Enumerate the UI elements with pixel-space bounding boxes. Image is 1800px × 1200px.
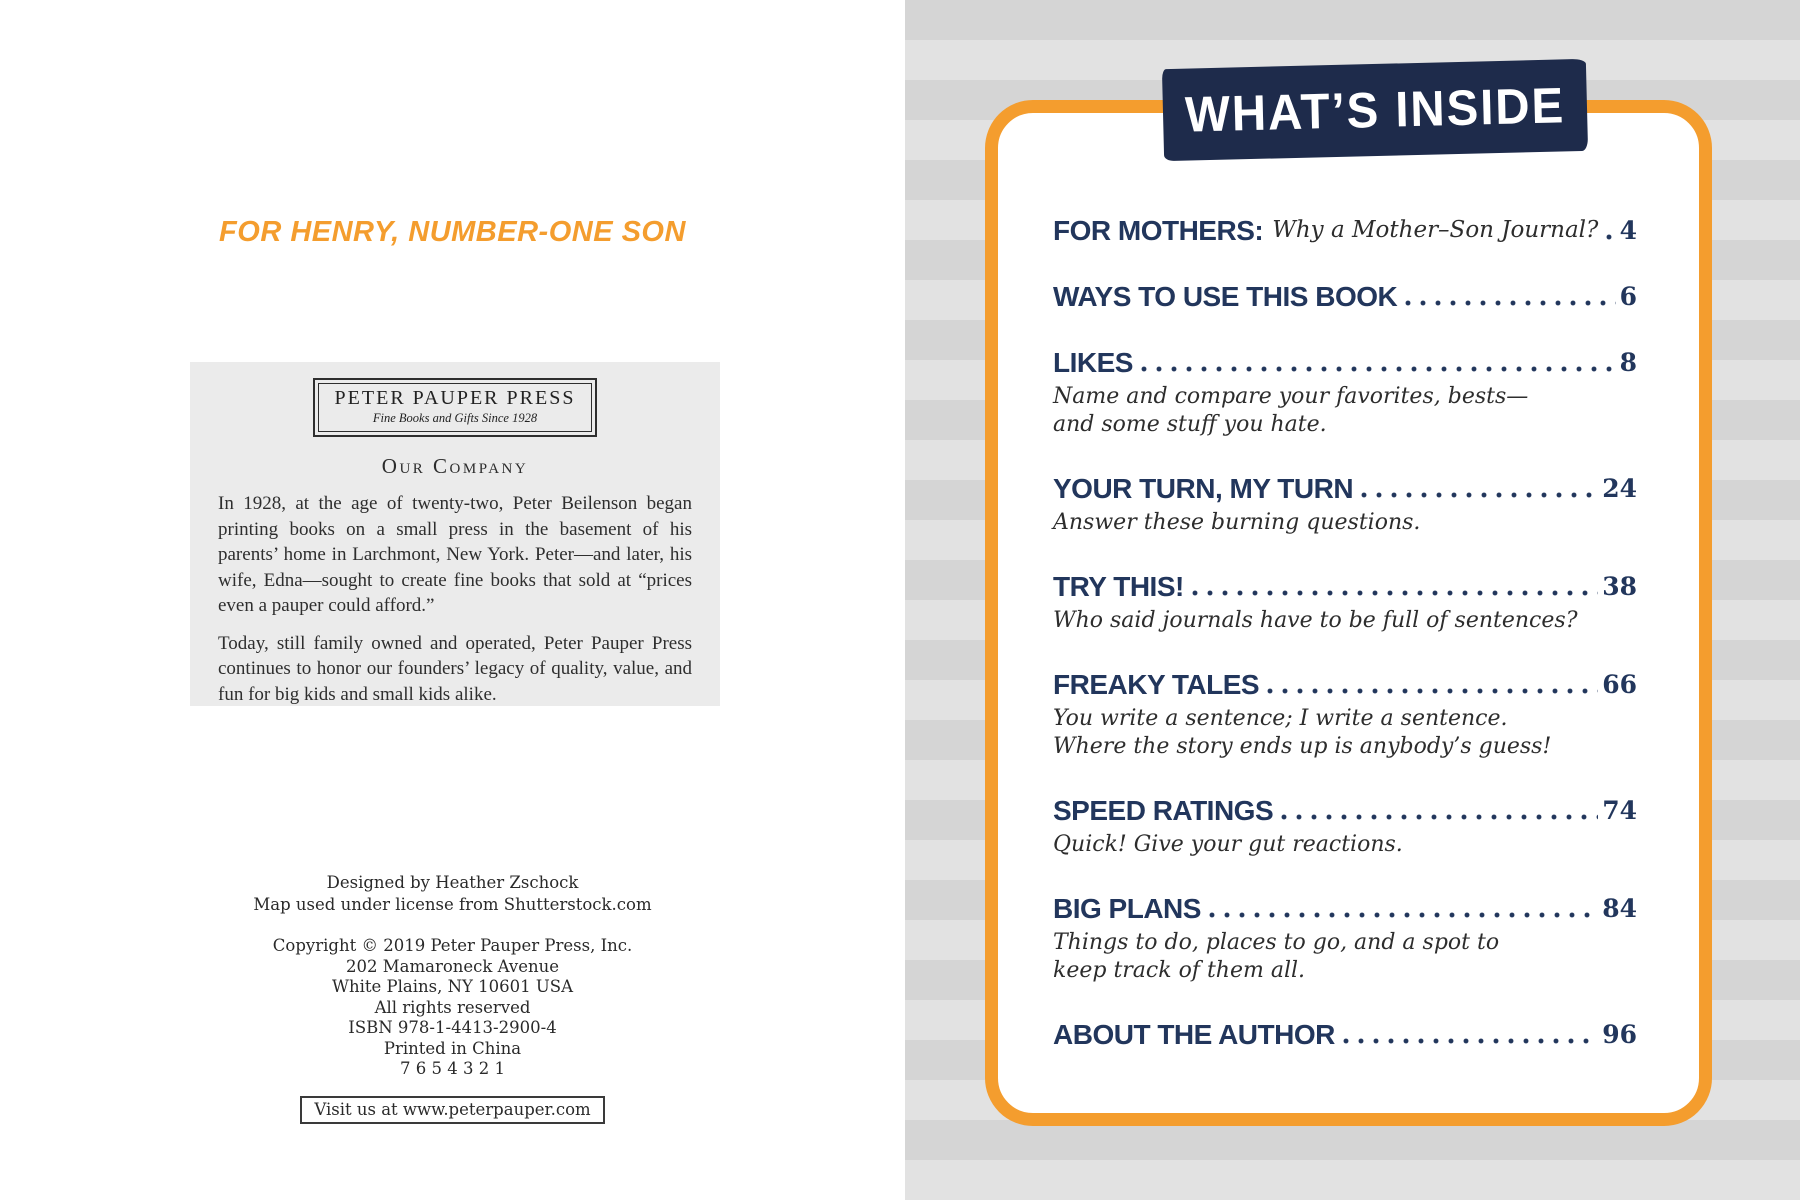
toc-page-number: 84 <box>1602 894 1637 923</box>
toc-entry <box>1053 207 1637 247</box>
whats-inside-banner <box>1162 59 1588 161</box>
dot-leader <box>1188 563 1598 596</box>
toc-entry-label: FOR MOTHERS: <box>1053 215 1264 246</box>
publisher-name: PETER PAUPER PRESS <box>334 387 576 409</box>
toc-page-number: 96 <box>1602 1020 1637 1049</box>
toc-entry-description: Name and compare your favorites, bests— <box>1053 384 1529 409</box>
toc-entry-description: Where the story ends up is anybody’s guess! <box>1053 734 1552 759</box>
toc-entry-label: BIG PLANS <box>1053 893 1201 924</box>
publisher-tagline: Fine Books and Gifts Since 1928 <box>372 411 538 425</box>
toc-page-number: 66 <box>1602 670 1637 699</box>
company-paragraph-2: Today, still family owned and operated, Peter Pauper Press continues to honor our founders’ legacy of quality, value, and fun for big kids and small kids alike. <box>218 632 692 705</box>
toc-entry-description: You write a sentence; I write a sentence. <box>1053 706 1508 731</box>
copyright-block <box>0 936 905 1080</box>
contents-card <box>985 100 1712 1126</box>
toc-entry-subtitle-inline: Why a Mother–Son Journal? <box>1272 217 1599 243</box>
toc-entry <box>1053 1011 1637 1051</box>
toc-entry-description: and some stuff you hate. <box>1053 412 1327 437</box>
company-info-box <box>190 362 720 706</box>
dot-leader <box>1263 661 1598 694</box>
credit-designer: Designed by Heather Zschock <box>326 873 579 892</box>
toc-entry <box>1053 885 1637 985</box>
copyright-line: Copyright © 2019 Peter Pauper Press, Inc. <box>272 936 633 955</box>
toc-entry <box>1053 339 1637 439</box>
dot-leader <box>1137 339 1616 372</box>
toc-entry-description: Quick! Give your gut reactions. <box>1053 832 1403 857</box>
toc-page-number: 6 <box>1619 282 1637 311</box>
toc-entry <box>1053 563 1637 635</box>
toc-entry-label: WAYS TO USE THIS BOOK <box>1053 281 1398 312</box>
rights-line: All rights reserved <box>374 997 531 1017</box>
toc-entry-label: TRY THIS! <box>1053 571 1184 602</box>
toc-entry-description: Answer these burning questions. <box>1053 510 1421 535</box>
toc-page-number: 8 <box>1619 348 1637 377</box>
toc-entry <box>1053 465 1637 537</box>
dot-leader <box>1205 885 1598 918</box>
toc-entry-label: ABOUT THE AUTHOR <box>1053 1019 1335 1050</box>
company-section-heading: Our Company <box>381 454 529 478</box>
toc-entry-description: Things to do, places to go, and a spot to <box>1053 930 1500 955</box>
table-of-contents <box>998 113 1699 1077</box>
toc-page-number: 24 <box>1602 474 1637 503</box>
dot-leader <box>1401 273 1615 306</box>
credit-map-license: Map used under license from Shutterstock.com <box>253 895 652 914</box>
toc-page-number: 4 <box>1619 216 1637 245</box>
publisher-logo-badge <box>313 378 598 437</box>
publisher-logo-frame <box>318 383 593 432</box>
toc-entry-label: LIKES <box>1053 347 1133 378</box>
website-box-wrap <box>0 1096 905 1124</box>
address-line-2: White Plains, NY 10601 USA <box>331 977 573 996</box>
toc-entry-description: keep track of them all. <box>1053 958 1306 983</box>
dot-leader <box>1602 207 1615 240</box>
company-paragraph-1: In 1928, at the age of twenty-two, Peter Beilenson began printing books on a small press in the basement of his parents’ home in Larchmont, New York. Peter—and later, his wife, Edna—sought to create fine books that sold at “prices even a pauper could afford.” <box>218 493 692 616</box>
toc-entry <box>1053 273 1637 313</box>
isbn-line: ISBN 978-1-4413-2900-4 <box>348 1018 557 1037</box>
website-box: Visit us at www.peterpauper.com <box>300 1096 604 1124</box>
toc-entry-description: Who said journals have to be full of sentences? <box>1053 608 1578 633</box>
toc-entry <box>1053 787 1637 859</box>
toc-entry-label: YOUR TURN, MY TURN <box>1053 473 1354 504</box>
toc-page-number: 74 <box>1602 796 1637 825</box>
toc-entry-label: SPEED RATINGS <box>1053 795 1274 826</box>
dot-leader <box>1339 1011 1598 1044</box>
dot-leader <box>1277 787 1598 820</box>
right-page <box>905 0 1800 1200</box>
dot-leader <box>1357 465 1598 498</box>
address-line-1: 202 Mamaroneck Avenue <box>345 956 559 976</box>
page-title: WHAT’S INSIDE <box>1184 77 1566 143</box>
toc-page-number: 38 <box>1602 572 1637 601</box>
toc-entry-label: FREAKY TALES <box>1053 669 1260 700</box>
dedication-text: FOR HENRY, NUMBER-ONE SON <box>219 216 686 248</box>
credits-block <box>0 872 905 916</box>
print-run-numbers: 7 6 5 4 3 2 1 <box>400 1059 505 1078</box>
toc-entry <box>1053 661 1637 761</box>
printed-line: Printed in China <box>383 1038 522 1058</box>
